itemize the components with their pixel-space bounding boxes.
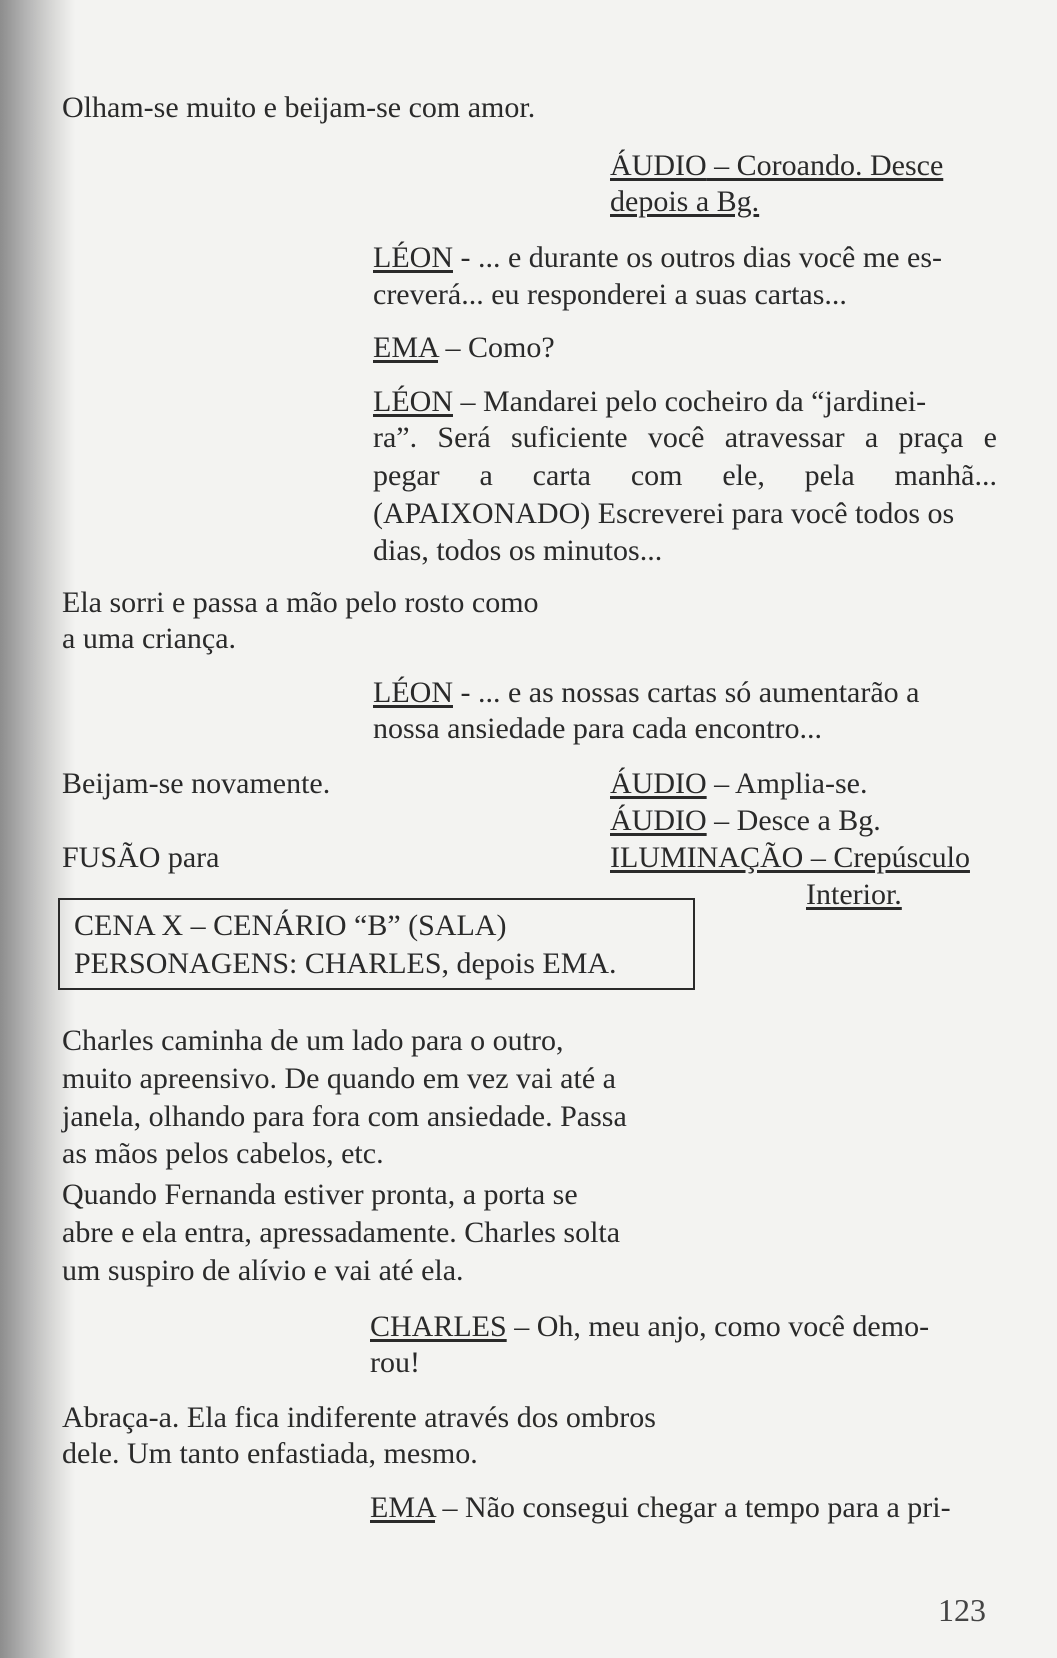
stage-direction: Beijam-se novamente. [62,767,331,800]
lighting-cue: ILUMINAÇÃO – Crepúsculo [610,841,970,874]
transition-cue: FUSÃO para [62,841,220,874]
page-number: 123 [938,1592,986,1628]
dialogue-continued: (APAIXONADO) Escreverei para você todos os [373,497,955,530]
dialogue-text: – Como? [438,331,555,364]
dialogue-text: - ... e durante os outros dias você me es- [452,241,943,274]
stage-direction: as mãos pelos cabelos, etc. [62,1137,384,1170]
audio-cue [610,148,943,184]
stage-direction: Olham-se muito e beijam-se com amor. [62,91,536,124]
scene-title: CENA X – CENÁRIO “B” (SALA) [74,909,507,942]
audio-cue-label: ÁUDIO [610,149,707,182]
dialogue-continued: pegar a carta com ele, pela manhã... [373,459,997,492]
scene-characters: PERSONAGENS: CHARLES, depois EMA. [74,947,617,980]
scene-heading-box [58,898,695,990]
stage-direction: Abraça-a. Ela fica indiferente através dos ombros [62,1401,656,1434]
speaker-name: EMA [370,1491,436,1524]
dialogue-line [373,240,942,276]
speaker-name: LÉON [373,385,453,418]
dialogue-continued: nossa ansiedade para cada encontro... [373,712,822,745]
dialogue-text: – Oh, meu anjo, como você demo- [506,1310,930,1343]
stage-direction: a uma criança. [62,622,237,655]
dialogue-line [370,1309,929,1345]
audio-cue-text: – Amplia-se. [706,767,868,800]
speaker-name: EMA [373,331,439,364]
stage-direction: Quando Fernanda estiver pronta, a porta se [62,1178,578,1211]
stage-direction: Ela sorri e passa a mão pelo rosto como [62,586,539,619]
stage-direction: um suspiro de alívio e vai até ela. [62,1254,464,1287]
audio-cue-text: – Desce a Bg. [706,804,881,837]
stage-direction: Charles caminha de um lado para o outro, [62,1024,564,1057]
stage-direction: dele. Um tanto enfastiada, mesmo. [62,1437,478,1470]
audio-cue [610,766,867,802]
dialogue-line [373,384,926,420]
speaker-name: LÉON [373,241,453,274]
dialogue-continued: ra”. Será suficiente você atravessar a praça e [373,421,997,454]
dialogue-text: – Não consegui chegar a tempo para a pri- [435,1491,951,1524]
audio-cue-text: – Coroando. Desce [706,149,944,182]
lighting-cue-continued: Interior. [806,878,902,911]
audio-cue [610,803,881,839]
dialogue-continued: dias, todos os minutos... [373,534,663,567]
dialogue-continued: rou! [370,1346,420,1379]
audio-cue-label: ÁUDIO [610,804,707,837]
audio-cue-continued: depois a Bg. [610,185,760,218]
speaker-name: LÉON [373,676,453,709]
stage-direction: muito apreensivo. De quando em vez vai até a [62,1062,616,1095]
stage-direction: abre e ela entra, apressadamente. Charles solta [62,1216,621,1249]
dialogue-line [370,1490,951,1526]
dialogue-line [373,675,919,711]
stage-direction: janela, olhando para fora com ansiedade. Passa [62,1100,627,1133]
dialogue-continued: creverá... eu responderei a suas cartas... [373,278,847,311]
dialogue-line [373,330,555,366]
audio-cue-label: ÁUDIO [610,767,707,800]
speaker-name: CHARLES [370,1310,507,1343]
dialogue-text: – Mandarei pelo cocheiro da “jardinei- [452,385,927,418]
dialogue-text: - ... e as nossas cartas só aumentarão a [452,676,920,709]
